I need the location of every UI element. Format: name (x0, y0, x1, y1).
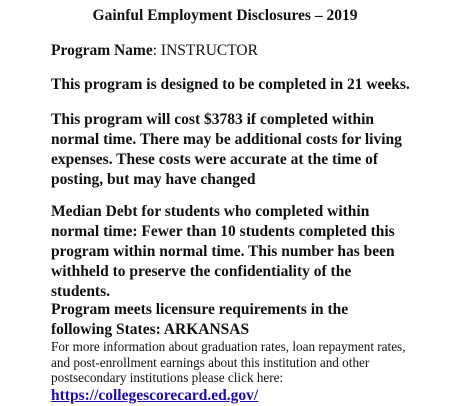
more-info-text: For more information about graduation rates, loan repayment rates, and post-enrollment earnings about this institution and other postsecondary institutions please click here: (51, 339, 406, 385)
licensure-paragraph: Program meets licensure requirements in the following States: ARKANSAS (51, 301, 349, 338)
median-debt-paragraph: Median Debt for students who completed within normal time: Fewer than 10 students completed this program within normal time. This number has been withheld to preserve the confidentiality of the students. (51, 203, 395, 300)
program-name-separator: : (152, 42, 161, 59)
program-name-value: INSTRUCTOR (160, 42, 258, 59)
program-duration-text: This program is designed to be completed in 21 weeks. (51, 76, 410, 93)
college-scorecard-link[interactable]: https://collegescorecard.ed.gov/ (51, 386, 259, 404)
program-name-line (51, 41, 411, 61)
program-cost-paragraph: This program will cost $3783 if completed within normal time. There may be additional costs for living expenses. These costs were accurate at the time of posting, but may have changed (51, 111, 402, 188)
more-info-section (51, 339, 421, 406)
document-title: Gainful Employment Disclosures – 2019 (92, 7, 358, 24)
program-name-label: Program Name (51, 42, 153, 59)
